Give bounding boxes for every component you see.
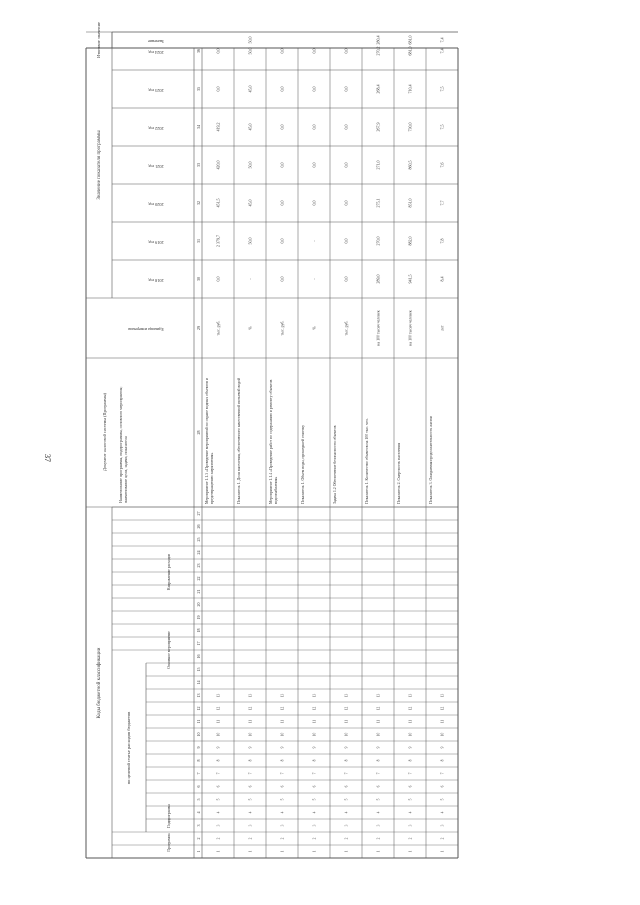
row-code: 11 xyxy=(280,719,285,724)
row-value: 270,2 xyxy=(375,46,381,56)
final-group-header: Итоговое значение xyxy=(96,22,101,58)
row-value: 420,0 xyxy=(215,160,221,170)
year-header-2: 2020 год xyxy=(148,202,164,207)
row-code: 2 xyxy=(408,837,413,840)
row-code: 7 xyxy=(440,772,445,775)
column-number: 22 xyxy=(196,576,201,581)
row-value: 267,9 xyxy=(375,122,381,132)
row-code: 6 xyxy=(376,785,381,788)
row-code: 10 xyxy=(344,732,349,737)
column-number: 32 xyxy=(196,201,201,205)
row-code: 13 xyxy=(280,693,285,698)
row-code: 3 xyxy=(216,824,221,827)
row-code: 11 xyxy=(248,719,253,724)
row-code: 3 xyxy=(344,824,349,827)
row-value: 8,4 xyxy=(439,276,445,282)
column-number: 34 xyxy=(196,125,201,129)
column-number: 4 xyxy=(196,811,201,814)
column-number: 29 xyxy=(196,326,201,330)
row-value: 0,0 xyxy=(279,238,285,244)
row-indicator-text: Мероприятие 1.1.3 «Проведение мероприятий по охране водных объектов ипредотвращению загрязнения» xyxy=(205,377,214,504)
row-value: 0,0 xyxy=(311,86,317,92)
row-code: 10 xyxy=(312,732,317,737)
row-unit: на 100 тысяч человек xyxy=(376,310,381,346)
row-code: 2 xyxy=(376,837,381,840)
column-number: 36 xyxy=(196,49,201,53)
row-code: 4 xyxy=(216,811,221,814)
row-code: 12 xyxy=(280,706,285,711)
year-header-6: 2024 год xyxy=(148,50,164,55)
row-code: 9 xyxy=(280,746,285,749)
column-number: 5 xyxy=(196,798,201,801)
column-number: 15 xyxy=(196,667,201,672)
row-code: 1 xyxy=(280,850,285,853)
column-number: 2 xyxy=(196,837,201,840)
row-value: 730,0 xyxy=(407,122,413,132)
column-number: 26 xyxy=(196,524,201,529)
row-code: 4 xyxy=(440,811,445,814)
row-code: 3 xyxy=(376,824,381,827)
row-value: 710,4 xyxy=(407,84,413,94)
row-code: 2 xyxy=(440,837,445,840)
row-value: 0,0 xyxy=(311,162,317,168)
row-code: 7 xyxy=(344,772,349,775)
row-value: 0,0 xyxy=(343,48,349,54)
row-value: 7,8 xyxy=(439,238,445,244)
row-code: 11 xyxy=(312,719,317,724)
row-code: 12 xyxy=(248,706,253,711)
row-code: 1 xyxy=(312,850,317,853)
row-code: 8 xyxy=(312,759,317,762)
row-code: 3 xyxy=(440,824,445,827)
row-value: 45,0 xyxy=(247,199,253,207)
row-code: 13 xyxy=(408,693,413,698)
column-number: 9 xyxy=(196,746,201,749)
column-number: 19 xyxy=(196,615,201,620)
row-value: 0,0 xyxy=(279,86,285,92)
row-code: 9 xyxy=(440,746,445,749)
column-number: 28 xyxy=(196,430,201,435)
row-code: 6 xyxy=(248,785,253,788)
row-code: 5 xyxy=(440,798,445,801)
row-code: 5 xyxy=(248,798,253,801)
row-value: - xyxy=(311,240,317,242)
row-value: 0,0 xyxy=(279,200,285,206)
row-code: 10 xyxy=(376,732,381,737)
row-code: 11 xyxy=(376,719,381,724)
row-value: 271,0 xyxy=(375,160,381,170)
row-code: 4 xyxy=(248,811,253,814)
row-code: 6 xyxy=(216,785,221,788)
row-code: 12 xyxy=(440,706,445,711)
column-number: 24 xyxy=(196,550,201,555)
column-number: 16 xyxy=(196,654,201,659)
final-value-header: Значение xyxy=(147,39,165,44)
column-number: 30 xyxy=(196,277,201,281)
column-number: 20 xyxy=(196,602,201,607)
column-number: 8 xyxy=(196,759,201,762)
row-code: 13 xyxy=(344,693,349,698)
row-unit: % xyxy=(312,326,317,330)
row-code: 8 xyxy=(408,759,413,762)
column-number: 14 xyxy=(196,680,201,685)
row-code: 4 xyxy=(312,811,317,814)
row-code: 13 xyxy=(216,693,221,698)
row-final-value: 681,0 xyxy=(407,35,413,45)
column-number: 3 xyxy=(196,824,201,827)
row-code: 13 xyxy=(376,693,381,698)
row-code: 2 xyxy=(216,837,221,840)
row-value: 0,0 xyxy=(215,48,221,54)
row-code: 7 xyxy=(280,772,285,775)
row-code: 10 xyxy=(408,732,413,737)
year-header-5: 2023 год xyxy=(148,88,164,93)
row-value: 681,0 xyxy=(407,46,413,56)
row-value: 0,0 xyxy=(215,86,221,92)
row-code: 10 xyxy=(216,732,221,737)
row-value: 0,0 xyxy=(279,124,285,130)
row-value: 0,0 xyxy=(343,124,349,130)
year-header-4: 2022 год xyxy=(148,126,164,131)
row-code: 1 xyxy=(408,850,413,853)
row-code: 8 xyxy=(280,759,285,762)
row-code: 9 xyxy=(248,746,253,749)
row-unit: тыс. руб. xyxy=(216,320,221,336)
column-number: 12 xyxy=(196,706,201,711)
row-code: 8 xyxy=(344,759,349,762)
row-code: 6 xyxy=(408,785,413,788)
row-code: 9 xyxy=(344,746,349,749)
column-number: 35 xyxy=(196,87,201,91)
row-code: 12 xyxy=(216,706,221,711)
column-number: 17 xyxy=(196,641,201,646)
row-value: - xyxy=(311,278,317,280)
row-value: 7,4 xyxy=(439,48,445,54)
row-code: 4 xyxy=(408,811,413,814)
column-number: 21 xyxy=(196,589,201,594)
column-number: 23 xyxy=(196,563,201,568)
row-code: 2 xyxy=(344,837,349,840)
row-value: 7,6 xyxy=(439,162,445,168)
page-number: 37 xyxy=(43,454,52,462)
row-code: 8 xyxy=(248,759,253,762)
row-code: 9 xyxy=(216,746,221,749)
row-code: 10 xyxy=(280,732,285,737)
row-code: 5 xyxy=(216,798,221,801)
row-value: 882,0 xyxy=(407,236,413,246)
row-code: 11 xyxy=(408,719,413,724)
row-code: 1 xyxy=(216,850,221,853)
row-value: 0,0 xyxy=(279,48,285,54)
row-value: 0,0 xyxy=(343,276,349,282)
row-value: 0,0 xyxy=(311,48,317,54)
subprogram-header: Подпрограмма xyxy=(167,804,171,828)
column-number: 27 xyxy=(196,511,201,516)
row-code: 5 xyxy=(344,798,349,801)
row-code: 11 xyxy=(440,719,445,724)
row-value: 0,0 xyxy=(311,200,317,206)
row-code: 8 xyxy=(216,759,221,762)
year-header-3: 2021 год xyxy=(148,164,164,169)
row-value: 0,0 xyxy=(343,162,349,168)
row-code: 13 xyxy=(440,693,445,698)
row-code: 4 xyxy=(280,811,285,814)
row-code: 9 xyxy=(376,746,381,749)
row-code: 12 xyxy=(312,706,317,711)
row-value: 45,0 xyxy=(247,85,253,93)
row-final-value: 280,4 xyxy=(375,35,381,45)
codes-group-header: Коды бюджетной классификации xyxy=(97,647,102,719)
indicator-name-header: Наименование программы, подпрограммы, основного мероприятия;наименование цели, задачи, показателя xyxy=(118,386,128,503)
table-svg xyxy=(86,22,458,858)
row-unit: тыс. руб. xyxy=(280,320,285,336)
row-value: 0,0 xyxy=(279,276,285,282)
row-value: 0,0 xyxy=(215,276,221,282)
row-code: 11 xyxy=(344,719,349,724)
row-value: 50,0 xyxy=(247,161,253,169)
spending-direction-header: по целевой статье расходов бюджетов xyxy=(126,711,131,785)
row-value: - xyxy=(247,278,253,280)
row-value: 941,5 xyxy=(407,274,413,284)
column-number: 31 xyxy=(196,239,201,243)
year-header-1: 2019 год xyxy=(148,240,164,245)
row-indicator-text: Показатель 1. Объем воды, прошедшей очистку xyxy=(301,424,305,504)
row-code: 3 xyxy=(248,824,253,827)
row-value: 0,0 xyxy=(343,86,349,92)
row-code: 10 xyxy=(440,732,445,737)
row-value: 50,0 xyxy=(247,237,253,245)
row-value: 7,5 xyxy=(439,124,445,130)
row-code: 13 xyxy=(312,693,317,698)
year-header-0: 2018 год xyxy=(148,278,164,283)
row-indicator-text: Задача 1.2 Обеспечение безопасности объектов xyxy=(333,425,337,504)
row-code: 1 xyxy=(440,850,445,853)
row-code: 4 xyxy=(344,811,349,814)
row-indicator-text: Показатель 2. Смертность населения xyxy=(397,442,401,504)
row-value: 275,1 xyxy=(375,198,381,208)
row-value: 860,5 xyxy=(407,160,413,170)
row-final-value: 50,0 xyxy=(247,36,253,44)
row-code: 3 xyxy=(280,824,285,827)
main-event-header: Основное мероприятие xyxy=(167,631,171,669)
row-value: 0,0 xyxy=(311,124,317,130)
row-code: 8 xyxy=(376,759,381,762)
row-code: 12 xyxy=(408,706,413,711)
row-code: 2 xyxy=(248,837,253,840)
table-body xyxy=(86,22,458,858)
column-number: 11 xyxy=(196,719,201,724)
row-final-value: 7,4 xyxy=(439,37,445,43)
row-value: 2 379,7 xyxy=(215,235,221,247)
row-value: 419,2 xyxy=(215,122,221,132)
row-code: 3 xyxy=(312,824,317,827)
row-value: 0,0 xyxy=(279,162,285,168)
row-code: 2 xyxy=(280,837,285,840)
row-code: 10 xyxy=(248,732,253,737)
row-unit: тыс. руб. xyxy=(344,320,349,336)
row-value: 50,0 xyxy=(247,47,253,55)
indicator-table xyxy=(86,22,458,858)
row-value: 270,0 xyxy=(375,236,381,246)
row-value: 268,4 xyxy=(375,84,381,94)
row-code: 2 xyxy=(312,837,317,840)
row-code: 6 xyxy=(312,785,317,788)
column-number: 10 xyxy=(196,732,201,737)
row-code: 3 xyxy=(408,824,413,827)
row-code: 5 xyxy=(280,798,285,801)
activity-group-header: Документ налоговой системы (Программы) xyxy=(102,393,107,471)
row-value: 45,0 xyxy=(247,123,253,131)
row-code: 5 xyxy=(408,798,413,801)
row-unit: лет xyxy=(440,325,445,331)
row-value: 7,5 xyxy=(439,86,445,92)
row-code: 1 xyxy=(344,850,349,853)
column-number: 13 xyxy=(196,693,201,698)
direction-header: Направление расходов xyxy=(167,553,171,591)
row-unit: % xyxy=(248,326,253,330)
row-code: 7 xyxy=(408,772,413,775)
row-value: 851,0 xyxy=(407,198,413,208)
program-header: Программа xyxy=(167,833,171,852)
row-code: 7 xyxy=(312,772,317,775)
row-code: 5 xyxy=(376,798,381,801)
row-code: 4 xyxy=(376,811,381,814)
unit-header: Единица измерения xyxy=(128,327,164,332)
row-unit: на 100 тысяч человек xyxy=(408,310,413,346)
row-indicator-text: Показатель 1. Доля населения, обеспеченного качественной питьевой водой xyxy=(237,377,241,504)
column-number: 33 xyxy=(196,163,201,167)
row-code: 1 xyxy=(248,850,253,853)
row-code: 13 xyxy=(248,693,253,698)
values-group-header: Значение показателя программы xyxy=(97,130,102,200)
column-number: 7 xyxy=(196,772,201,775)
row-indicator-text: Показатель 3. Ожидаемая продолжительность жизни xyxy=(429,416,433,504)
row-code: 5 xyxy=(312,798,317,801)
column-number: 25 xyxy=(196,537,201,542)
row-code: 12 xyxy=(344,706,349,711)
row-value: 0,0 xyxy=(343,200,349,206)
column-number: 18 xyxy=(196,628,201,633)
row-value: 289,0 xyxy=(375,274,381,284)
column-number: 6 xyxy=(196,785,201,788)
row-code: 8 xyxy=(440,759,445,762)
row-code: 7 xyxy=(248,772,253,775)
row-value: 451,5 xyxy=(215,198,221,208)
row-code: 9 xyxy=(312,746,317,749)
column-number: 1 xyxy=(196,850,201,853)
row-code: 9 xyxy=(408,746,413,749)
row-value: 7,7 xyxy=(439,200,445,206)
row-code: 11 xyxy=(216,719,221,724)
row-code: 7 xyxy=(376,772,381,775)
row-indicator-text: Показатель 1. Количество объектов на 100 тыс. чел. xyxy=(365,418,369,504)
row-code: 7 xyxy=(216,772,221,775)
row-indicator-text: Мероприятие 1.1.4 «Проведение работ по содержанию и ремонту объектовводоснабжения» xyxy=(269,379,278,504)
row-code: 6 xyxy=(280,785,285,788)
row-code: 6 xyxy=(344,785,349,788)
row-code: 1 xyxy=(376,850,381,853)
row-code: 6 xyxy=(440,785,445,788)
row-code: 12 xyxy=(376,706,381,711)
row-value: 0,0 xyxy=(343,238,349,244)
